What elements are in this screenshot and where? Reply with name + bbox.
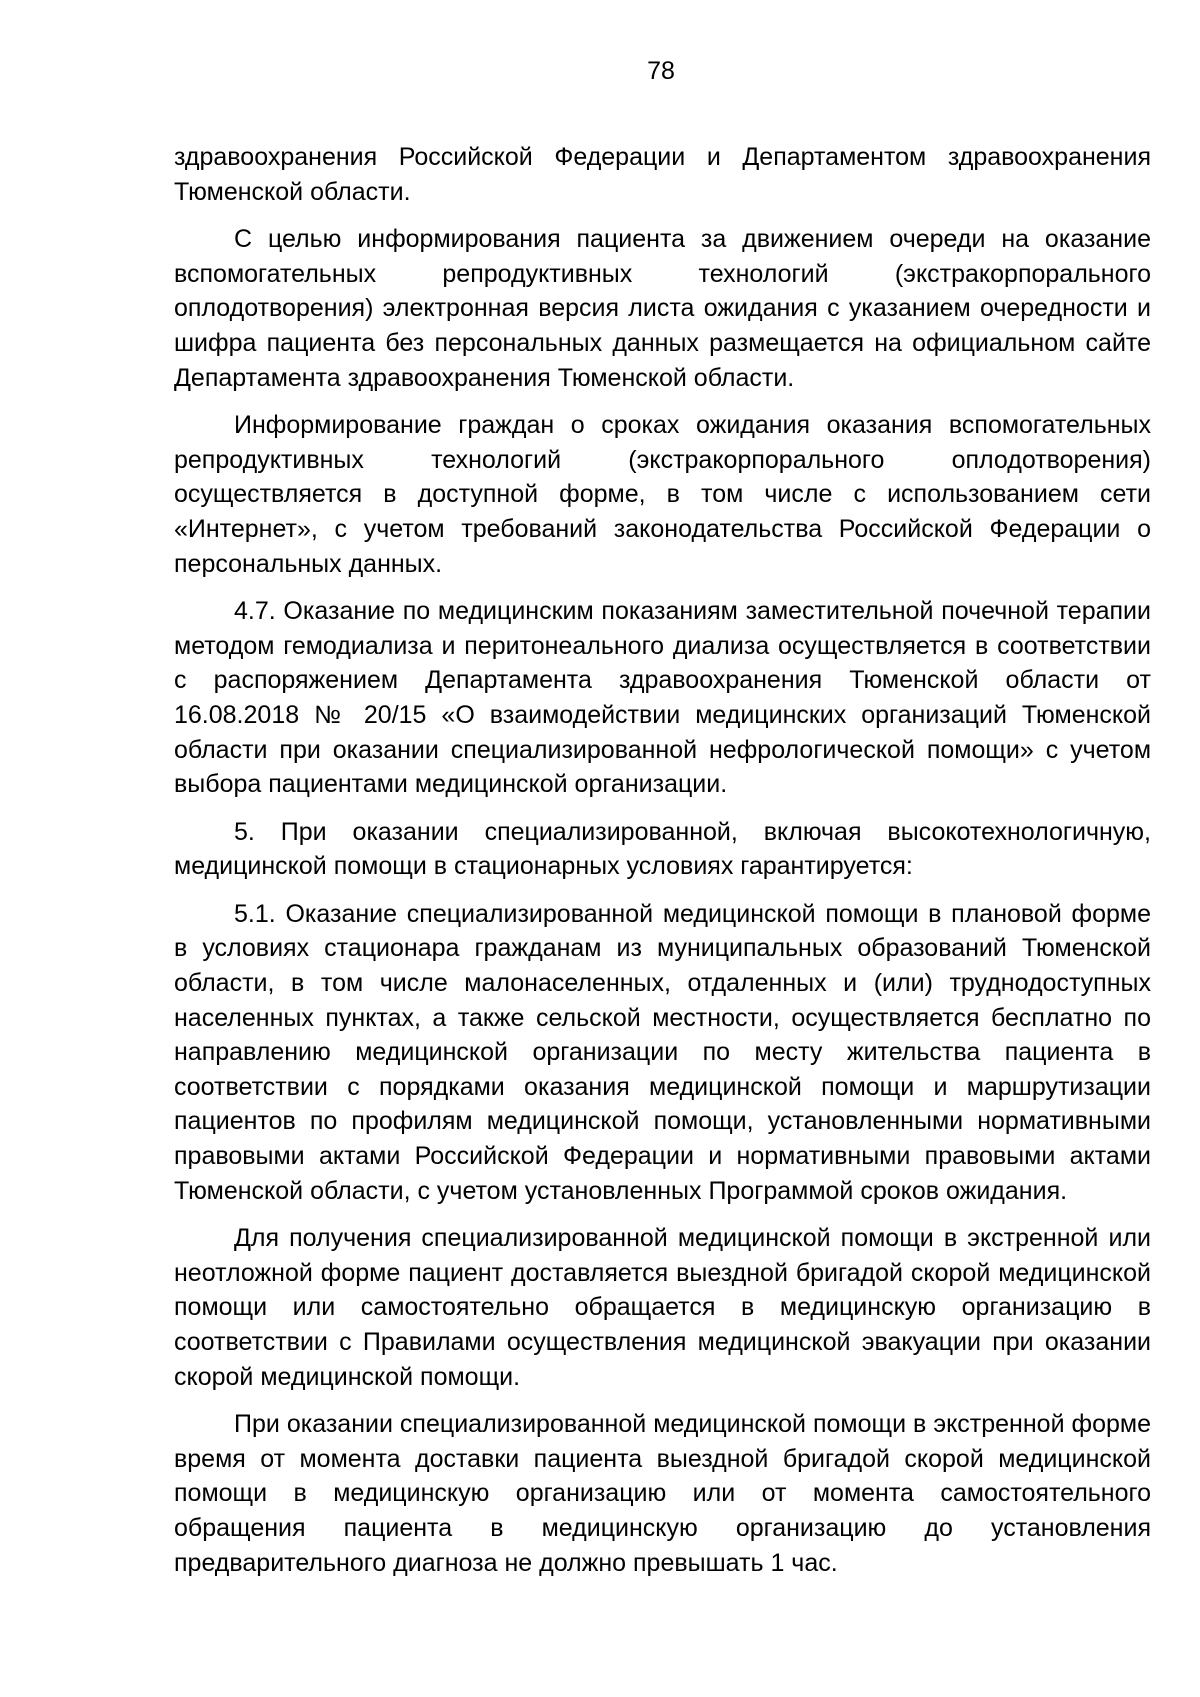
paragraph-waiting-time-info: Информирование граждан о сроках ожидания оказания вспомогательных репродуктивных технологий (экстракорпорального оплодотворения) осуществляется в доступной форме, в том числе с использованием сети «Интернет», с учетом требований законодательства Российской Федерации о персональных данных.	[174, 411, 1151, 578]
paragraph-emergency-delivery: Для получения специализированной медицинской помощи в экстренной или неотложной форме пациент доставляется выездной бригадой скорой медицинской помощи или самостоятельно обращается в медицинскую организацию в соответствии с Правилами осуществления медицинской эвакуации при оказании скорой медицинской помощи.	[174, 1224, 1151, 1391]
paragraph-5-1-planned-care: 5.1. Оказание специализированной медицинской помощи в плановой форме в условиях стационара гражданам из муниципальных образований Тюменской области, в том числе малонаселенных, отдаленных и (или) труднодоступных населенных пунктах, а также сельской местности, осуществляется бесплатно по направлению медицинской организации по месту жительства пациента в соответствии с порядками оказания медицинской помощи и маршрутизации пациентов по профилям медицинской помощи, установленными нормативными правовыми актами Российской Федерации и нормативными правовыми актами Тюменской области, с учетом установленных Программой сроков ожидания.	[174, 899, 1151, 1205]
paragraph-continuation: здравоохранения Российской Федерации и Департаментом здравоохранения Тюменской области.	[174, 143, 1151, 206]
paragraph-emergency-diagnosis-time: При оказании специализированной медицинской помощи в экстренной форме время от момента доставки пациента выездной бригадой скорой медицинской помощи в медицинскую организацию или от момента самостоятельного обращения пациента в медицинскую организацию до установления предварительного диагноза не должно превышать 1 час.	[174, 1410, 1151, 1577]
page-number: 78	[647, 57, 675, 85]
document-body	[174, 140, 1151, 1593]
paragraph-5-specialized-care: 5. При оказании специализированной, включая высокотехнологичную, медицинской помощи в стационарных условиях гарантируется:	[174, 817, 1151, 881]
paragraph-4-7-dialysis: 4.7. Оказание по медицинским показаниям заместительной почечной терапии методом гемодиализа и перитонеального диализа осуществляется в соответствии с распоряжением Департамента здравоохранения Тюменской области от 16.08.2018 № 20/15 «О взаимодействии медицинских организаций Тюменской области при оказании специализированной нефрологической помощи» с учетом выбора пациентами медицинской организации.	[174, 597, 1151, 799]
paragraph-ivf-queue-info: С целью информирования пациента за движением очереди на оказание вспомогательных репродуктивных технологий (экстракорпорального оплодотворения) электронная версия листа ожидания с указанием очередности и шифра пациента без персональных данных размещается на официальном сайте Департамента здравоохранения Тюменской области.	[174, 225, 1151, 392]
